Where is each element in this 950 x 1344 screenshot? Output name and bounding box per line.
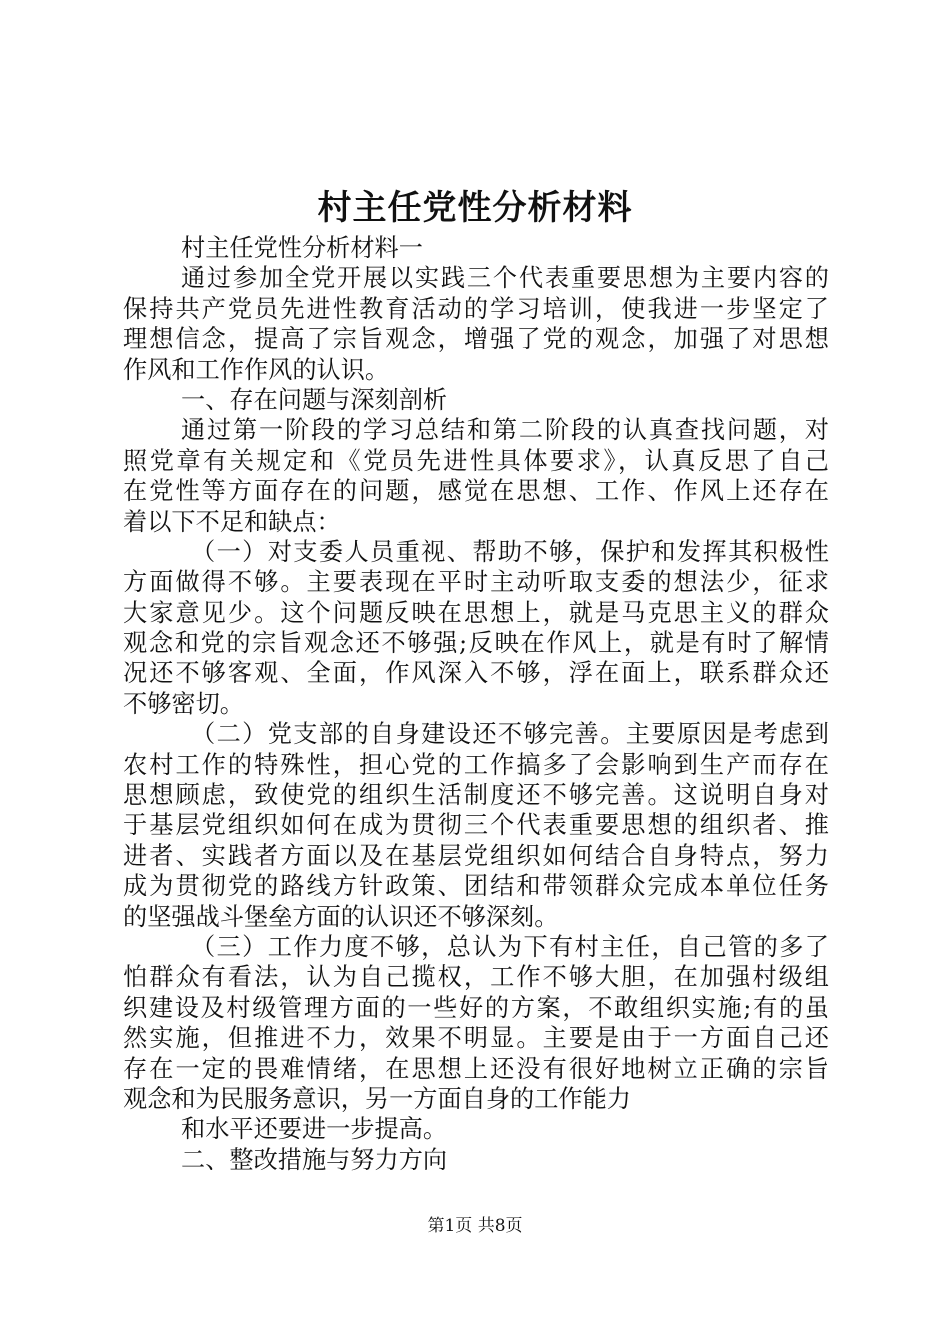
paragraph-line: 大家意见少。这个问题反映在思想上，就是马克思主义的群众 (123, 598, 829, 627)
paragraph-line: 成为贯彻党的路线方针政策、团结和带领群众完成本单位任务 (123, 872, 829, 901)
paragraph-line: （三）工作力度不够，总认为下有村主任，自己管的多了 (191, 932, 829, 961)
paragraph-line: 织建设及村级管理方面的一些好的方案，不敢组织实施;有的虽 (123, 993, 829, 1022)
paragraph-line: 作风和工作作风的认识。 (123, 355, 390, 384)
page-number: 第1页 共8页 (427, 1216, 523, 1236)
paragraph-line: 况还不够客观、全面，作风深入不够，浮在面上，联系群众还 (123, 659, 829, 688)
paragraph-line: 通过参加全党开展以实践三个代表重要思想为主要内容的 (181, 264, 829, 293)
paragraph-line: （一）对支委人员重视、帮助不够，保护和发挥其积极性 (191, 537, 829, 566)
paragraph-line: 于基层党组织如何在成为贯彻三个代表重要思想的组织者、推 (123, 811, 829, 840)
paragraph-line: 观念和党的宗旨观念还不够强;反映在作风上，就是有时了解情 (123, 629, 829, 658)
paragraph-line: 照党章有关规定和《党员先进性具体要求》，认真反思了自己 (123, 446, 829, 475)
paragraph-line: 通过第一阶段的学习总结和第二阶段的认真查找问题，对 (181, 416, 829, 445)
paragraph-line: 思想顾虑，致使党的组织生活制度还不够完善。这说明自身对 (123, 781, 829, 810)
section-heading: 一、存在问题与深刻剖析 (181, 385, 448, 414)
section-heading: 二、整改措施与努力方向 (181, 1145, 448, 1174)
subtitle-line: 村主任党性分析材料一 (181, 234, 423, 262)
document-body (123, 233, 829, 1175)
paragraph-line: 着以下不足和缺点： (123, 507, 341, 536)
paragraph-line: 观念和为民服务意识，另一方面自身的工作能力 (123, 1084, 631, 1113)
paragraph-line: 方面做得不够。主要表现在平时主动听取支委的想法少，征求 (123, 568, 829, 597)
paragraph-line: 农村工作的特殊性，担心党的工作搞多了会影响到生产而存在 (123, 750, 829, 779)
paragraph-line: 在党性等方面存在的问题，感觉在思想、工作、作风上还存在 (123, 477, 829, 506)
paragraph-line: 不够密切。 (123, 689, 244, 718)
paragraph-line: 和水平还要进一步提高。 (181, 1115, 448, 1144)
paragraph-line: 存在一定的畏难情绪，在思想上还没有很好地树立正确的宗旨 (123, 1054, 829, 1083)
paragraph-line: 保持共产党员先进性教育活动的学习培训，使我进一步坚定了 (123, 294, 829, 323)
document-title: 村主任党性分析材料 (317, 188, 633, 228)
paragraph-line: 然实施，但推进不力，效果不明显。主要是由于一方面自己还 (123, 1024, 829, 1053)
paragraph-line: 的坚强战斗堡垒方面的认识还不够深刻。 (123, 902, 559, 931)
paragraph-line: （二）党支部的自身建设还不够完善。主要原因是考虑到 (191, 720, 829, 749)
paragraph-line: 进者、实践者方面以及在基层党组织如何结合自身特点，努力 (123, 841, 829, 870)
paragraph-line: 怕群众有看法，认为自己揽权，工作不够大胆，在加强村级组 (123, 963, 829, 992)
paragraph-line: 理想信念，提高了宗旨观念，增强了党的观念，加强了对思想 (123, 325, 829, 354)
